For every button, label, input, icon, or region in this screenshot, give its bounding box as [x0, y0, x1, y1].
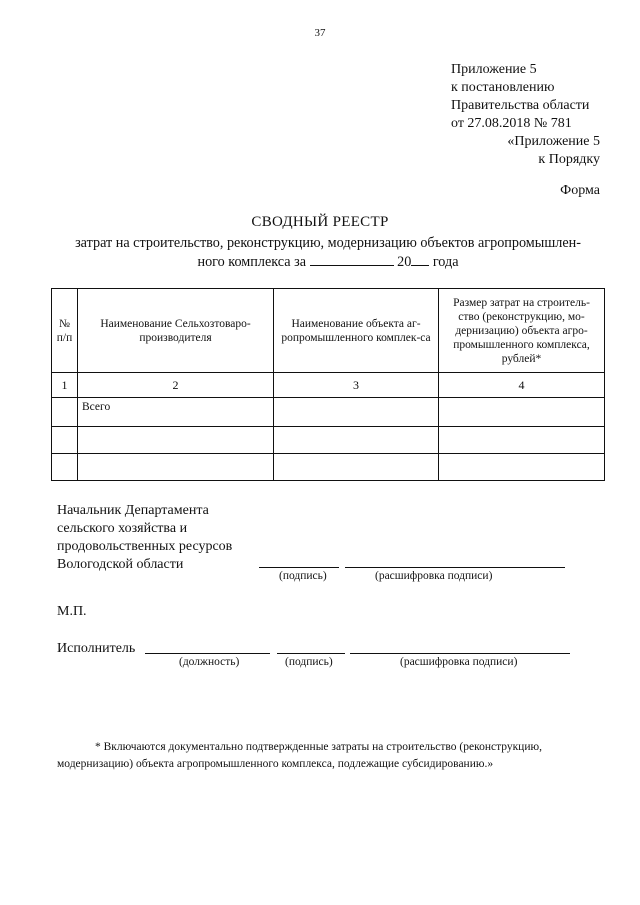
signer-position-line-1: Начальник Департамента — [57, 503, 209, 518]
footnote-line-2: модернизацию) объекта агропромышленного комплекса, подлежащие субсидированию.» — [57, 758, 494, 770]
executor-label: Исполнитель — [57, 641, 136, 656]
executor-decode-caption: (расшифровка подписи) — [400, 656, 518, 668]
table-cell — [274, 427, 439, 454]
executor-position-line — [145, 653, 270, 654]
signer-position-line-2: сельского хозяйства и — [57, 521, 188, 536]
header-producer: Наименование Сельхозтоваро-производителя — [78, 289, 274, 373]
table-cell — [78, 454, 274, 481]
subtitle-line-2-end: года — [432, 254, 459, 270]
appendix-line-3: Правительства области — [451, 98, 590, 113]
stamp-label: М.П. — [57, 604, 87, 619]
table-cell — [52, 427, 78, 454]
signature-decode-caption: (расшифровка подписи) — [375, 570, 493, 582]
column-number: 1 — [52, 373, 78, 398]
signer-position-line-3: продовольственных ресурсов — [57, 539, 233, 554]
appendix-line-1: Приложение 5 — [451, 62, 537, 77]
year-prefix: 20 — [397, 254, 412, 270]
executor-position-caption: (должность) — [179, 656, 240, 668]
register-table — [51, 288, 605, 481]
table-cell — [439, 427, 605, 454]
footnote-line-1: * Включаются документально подтвержденные затраты на строительство (реконструкцию, — [95, 741, 542, 753]
year-blank — [411, 253, 429, 266]
executor-decode-line — [350, 653, 570, 654]
document-title: СВОДНЫЙ РЕЕСТР — [251, 214, 389, 230]
signature-caption: (подпись) — [279, 570, 327, 582]
table-cell — [274, 454, 439, 481]
total-label: Всего — [78, 398, 274, 427]
column-number: 2 — [78, 373, 274, 398]
executor-signature-caption: (подпись) — [285, 656, 333, 668]
column-number: 4 — [439, 373, 605, 398]
table-cell — [78, 427, 274, 454]
footnote — [57, 739, 605, 773]
table-row — [52, 454, 605, 481]
table-row — [52, 398, 605, 427]
appendix-line-5: «Приложение 5 — [507, 134, 600, 149]
table-cell — [439, 454, 605, 481]
table-cell — [52, 398, 78, 427]
header-costs: Размер затрат на строитель-ство (реконструкцию, мо-дернизацию) объекта агро-промышленного комплекса, рублей* — [439, 289, 605, 373]
executor-signature-line — [277, 653, 345, 654]
subtitle-line-1: затрат на строительство, реконструкцию, модернизацию объектов агропромышлен- — [75, 235, 581, 251]
header-number: № п/п — [52, 289, 78, 373]
table-cell — [274, 398, 439, 427]
header-object: Наименование объекта аг-ропромышленного комплек-са — [274, 289, 439, 373]
appendix-line-4: от 27.08.2018 № 781 — [451, 116, 572, 131]
table-cell — [439, 398, 605, 427]
table-cell — [52, 454, 78, 481]
signature-line — [259, 567, 339, 568]
appendix-line-6: к Порядку — [538, 152, 600, 167]
subtitle-line-2-start: ного комплекса за — [197, 254, 306, 270]
document-subtitle — [48, 234, 608, 272]
column-number-row — [52, 373, 605, 398]
form-label: Форма — [560, 183, 600, 198]
signature-decode-line — [345, 567, 565, 568]
period-blank — [310, 253, 394, 266]
page-number: 37 — [314, 27, 326, 39]
subtitle-line-2 — [48, 253, 608, 272]
column-number: 3 — [274, 373, 439, 398]
table-header-row — [52, 289, 605, 373]
signer-position-line-4: Вологодской области — [57, 557, 184, 572]
appendix-line-2: к постановлению — [451, 80, 555, 95]
table-row — [52, 427, 605, 454]
